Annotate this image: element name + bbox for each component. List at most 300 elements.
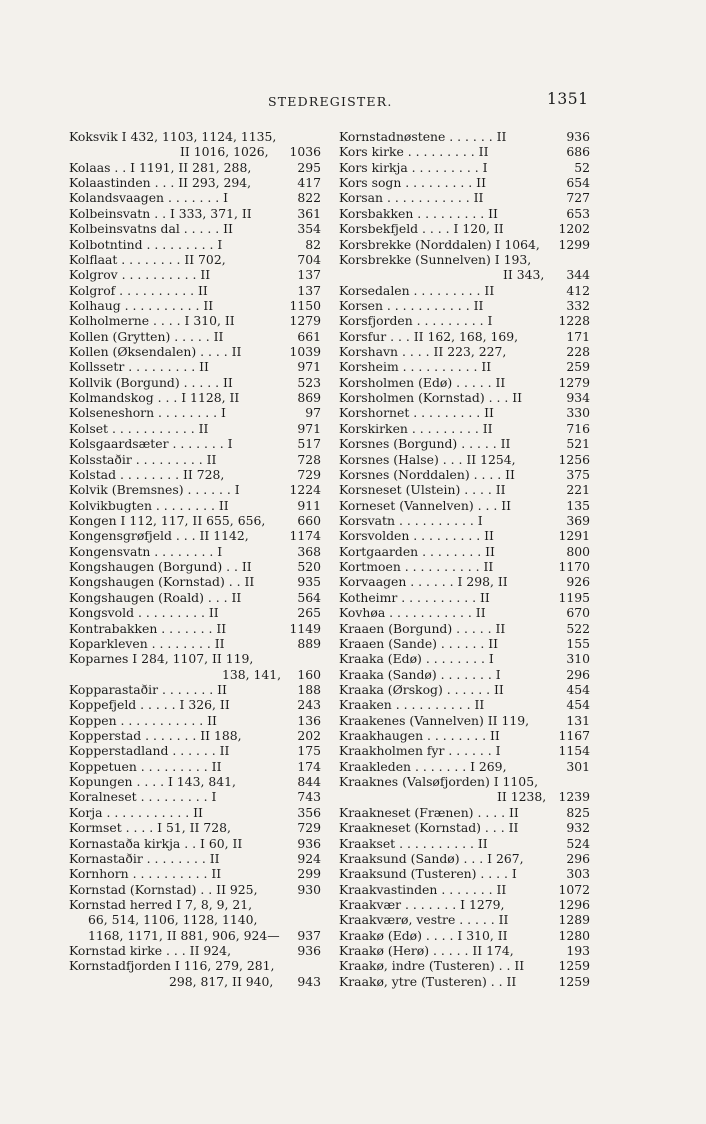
entry-text: Kraaka (Sandø) . . . . . . . I [339, 666, 501, 682]
index-entry [339, 713, 590, 728]
entry-page-number: 520 [297, 559, 321, 575]
entry-text: Koppefjeld . . . . . I 326, II [69, 697, 230, 713]
index-entry [69, 574, 321, 589]
entry-page-number: 654 [566, 175, 590, 191]
index-entry [339, 851, 590, 866]
page-number: 1351 [547, 90, 589, 108]
entry-text: Kolbotntind . . . . . . . . . I [69, 236, 223, 252]
index-entry [339, 621, 590, 636]
entry-page-number: 375 [566, 466, 590, 482]
index-entry [69, 160, 321, 175]
entry-text: Korsedalen . . . . . . . . . II [339, 282, 495, 298]
entry-text: Kraaksund (Sandø) . . . I 267, [339, 850, 524, 866]
index-entry [339, 160, 590, 175]
entry-text: Kongensgrøfjeld . . . II 1142, [69, 528, 249, 544]
entry-text: Kraakø (Herø) . . . . . II 174, [339, 943, 514, 959]
entry-page-number: 844 [297, 774, 321, 790]
entry-page-number: 171 [566, 328, 590, 344]
entry-text: Kraakset . . . . . . . . . . II [339, 835, 488, 851]
index-entry [339, 974, 590, 989]
index-entry [339, 805, 590, 820]
entry-text: Kolflaat . . . . . . . . II 702, [69, 251, 226, 267]
index-entry [339, 636, 590, 651]
entry-page-number: 670 [566, 605, 590, 621]
entry-text: Korsheim . . . . . . . . . . II [339, 359, 492, 375]
index-entry [339, 344, 590, 359]
index-entry [69, 544, 321, 559]
index-entry [339, 943, 590, 958]
entry-text: Kolholmerne . . . . I 310, II [69, 313, 235, 329]
index-entry [339, 728, 590, 743]
entry-page-number: 417 [297, 175, 321, 191]
index-entry [69, 452, 321, 467]
entry-page-number: 889 [297, 635, 321, 651]
index-entry [69, 436, 321, 451]
entry-text: Kolstad . . . . . . . . II 728, [69, 466, 225, 482]
entry-text: Kraaen (Borgund) . . . . . II [339, 620, 506, 636]
index-entry [69, 590, 321, 605]
index-entry [69, 267, 321, 282]
index-entry [69, 774, 321, 789]
entry-text: II 1238, [497, 789, 547, 805]
index-entry [339, 129, 590, 144]
entry-page-number: 728 [297, 451, 321, 467]
index-entry [339, 820, 590, 835]
entry-text: Korsan . . . . . . . . . . . II [339, 190, 484, 206]
entry-text: Kotheimr . . . . . . . . . . II [339, 589, 490, 605]
entry-page-number: 943 [297, 973, 321, 989]
entry-text: Kollssetr . . . . . . . . . II [69, 359, 209, 375]
entry-page-number: 193 [566, 943, 590, 959]
index-entry [339, 774, 590, 789]
index-entry [69, 605, 321, 620]
entry-text: Kopparastaðir . . . . . . . II [69, 681, 227, 697]
index-entry [339, 221, 590, 236]
entry-page-number: 800 [566, 543, 590, 559]
entry-text: Kolbeinsvatns dal . . . . . II [69, 221, 233, 237]
entry-page-number: 729 [297, 466, 321, 482]
entry-page-number: 368 [297, 543, 321, 559]
entry-page-number: 135 [566, 497, 590, 513]
index-column-right [339, 129, 590, 989]
entry-page-number: 661 [297, 328, 321, 344]
index-entry [69, 836, 321, 851]
index-entry [69, 713, 321, 728]
entry-page-number: 1259 [558, 958, 590, 974]
entry-text: Kongshaugen (Borgund) . . II [69, 559, 252, 575]
entry-page-number: 564 [297, 589, 321, 605]
entry-text: Kollen (Øksendalen) . . . . II [69, 344, 242, 360]
entry-page-number: 202 [297, 728, 321, 744]
entry-page-number: 1228 [558, 313, 590, 329]
index-entry [69, 759, 321, 774]
entry-text: Kolgrof . . . . . . . . . . II [69, 282, 208, 298]
entry-page-number: 454 [566, 697, 590, 713]
entry-page-number: 1170 [558, 559, 590, 575]
index-entry [69, 375, 321, 390]
entry-text: Kraaken . . . . . . . . . . II [339, 697, 485, 713]
entry-text: Kraaknes (Valsøfjorden) I 1105, [339, 774, 539, 790]
entry-page-number: 243 [297, 697, 321, 713]
entry-page-number: 727 [566, 190, 590, 206]
index-entry-continuation [339, 789, 590, 804]
entry-text: Koralneset . . . . . . . . . I [69, 789, 217, 805]
index-entry [69, 636, 321, 651]
entry-text: Koppetuen . . . . . . . . . II [69, 758, 222, 774]
entry-page-number: 131 [566, 712, 590, 728]
index-entry [69, 252, 321, 267]
index-entry [69, 559, 321, 574]
entry-text: 1168, 1171, II 881, 906, 924— [88, 927, 280, 943]
entry-text: Kongen I 112, 117, II 655, 656, [69, 512, 266, 528]
entry-page-number: 136 [297, 712, 321, 728]
index-entry [69, 882, 321, 897]
index-entry [339, 928, 590, 943]
index-entry [69, 175, 321, 190]
entry-page-number: 934 [566, 390, 590, 406]
index-entry [339, 528, 590, 543]
entry-page-number: 97 [305, 405, 321, 421]
index-entry [339, 498, 590, 513]
entry-page-number: 1280 [558, 927, 590, 943]
entry-text: Kollvik (Borgund) . . . . . II [69, 374, 233, 390]
index-entry [339, 574, 590, 589]
entry-page-number: 295 [297, 159, 321, 175]
entry-text: Kornstad kirke . . . II 924, [69, 943, 232, 959]
index-entry [339, 667, 590, 682]
index-entry [69, 313, 321, 328]
index-entry [339, 482, 590, 497]
entry-page-number: 524 [566, 835, 590, 851]
entry-text: Kraakenes (Vannelven) II 119, [339, 712, 530, 728]
page-header [0, 88, 706, 112]
entry-page-number: 936 [297, 835, 321, 851]
entry-text: Kraakhaugen . . . . . . . . II [339, 728, 500, 744]
entry-text: Kornhorn . . . . . . . . . . II [69, 866, 222, 882]
entry-text: Kraakholmen fyr . . . . . . I [339, 743, 501, 759]
index-entry [69, 897, 321, 912]
index-entry [339, 405, 590, 420]
index-entry [69, 359, 321, 374]
index-entry-continuation [69, 912, 321, 927]
entry-text: Kornastaða kirkja . . I 60, II [69, 835, 243, 851]
entry-text: Kortgaarden . . . . . . . . II [339, 543, 495, 559]
entry-text: Koparnes I 284, 1107, II 119, [69, 651, 254, 667]
entry-page-number: 932 [566, 820, 590, 836]
index-entry [69, 743, 321, 758]
entry-page-number: 936 [297, 943, 321, 959]
index-entry [69, 958, 321, 973]
entry-page-number: 299 [297, 866, 321, 882]
entry-text: Kraaka (Edø) . . . . . . . . I [339, 651, 494, 667]
entry-page-number: 1279 [558, 374, 590, 390]
entry-text: Kors kirke . . . . . . . . . II [339, 144, 489, 160]
entry-page-number: 743 [297, 789, 321, 805]
index-entry [339, 559, 590, 574]
entry-text: Kornstadnøstene . . . . . . II [339, 129, 507, 144]
entry-page-number: 296 [566, 666, 590, 682]
entry-page-number: 330 [566, 405, 590, 421]
entry-page-number: 729 [297, 820, 321, 836]
index-entry [339, 605, 590, 620]
index-entry [339, 436, 590, 451]
entry-page-number: 137 [297, 282, 321, 298]
index-entry [69, 866, 321, 881]
index-entry [69, 498, 321, 513]
entry-text: Kraaka (Ørskog) . . . . . . II [339, 681, 504, 697]
entry-text: Korsbrekke (Sunnelven) I 193, [339, 251, 532, 267]
entry-text: Kraakø, ytre (Tusteren) . . II [339, 973, 517, 989]
index-entry [339, 175, 590, 190]
entry-text: Korshornet . . . . . . . . . II [339, 405, 494, 421]
entry-text: Kolandsvaagen . . . . . . . I [69, 190, 228, 206]
entry-text: Kornstad herred I 7, 8, 9, 21, [69, 896, 253, 912]
index-entry [69, 467, 321, 482]
entry-page-number: 356 [297, 804, 321, 820]
entry-text: Kolset . . . . . . . . . . . II [69, 420, 209, 436]
entry-page-number: 911 [297, 497, 321, 513]
entry-page-number: 303 [566, 866, 590, 882]
entry-text: Kongshaugen (Roald) . . . II [69, 589, 242, 605]
index-entry-continuation [69, 928, 321, 943]
entry-page-number: 221 [566, 482, 590, 498]
entry-text: Koksvik I 432, 1103, 1124, 1135, [69, 129, 277, 144]
entry-text: Kopperstadland . . . . . . II [69, 743, 230, 759]
index-entry [339, 897, 590, 912]
index-entry [339, 544, 590, 559]
entry-page-number: 971 [297, 359, 321, 375]
entry-text: Kraakvastinden . . . . . . . II [339, 881, 507, 897]
entry-page-number: 937 [297, 927, 321, 943]
entry-text: Korsnes (Borgund) . . . . . II [339, 436, 511, 452]
entry-page-number: 175 [297, 743, 321, 759]
index-entry [339, 513, 590, 528]
entry-text: Koparkleven . . . . . . . . II [69, 635, 225, 651]
entry-page-number: 82 [305, 236, 321, 252]
entry-page-number: 155 [566, 635, 590, 651]
index-entry [69, 421, 321, 436]
entry-page-number: 259 [566, 359, 590, 375]
entry-text: Korsnes (Halse) . . . II 1254, [339, 451, 516, 467]
entry-text: Kors kirkja . . . . . . . . . I [339, 159, 488, 175]
entry-text: Koppen . . . . . . . . . . . II [69, 712, 217, 728]
index-entry [69, 329, 321, 344]
entry-text: Korshavn . . . . II 223, 227, [339, 344, 507, 360]
entry-page-number: 822 [297, 190, 321, 206]
entry-text: Kraaen (Sande) . . . . . . II [339, 635, 498, 651]
entry-text: Korsvolden . . . . . . . . . II [339, 528, 494, 544]
entry-text: Korsneset (Ulstein) . . . . II [339, 482, 506, 498]
entry-page-number: 1174 [289, 528, 321, 544]
entry-text: Kolsstaðir . . . . . . . . . II [69, 451, 217, 467]
entry-page-number: 521 [566, 436, 590, 452]
entry-page-number: 1289 [558, 912, 590, 928]
entry-text: Korsbrekke (Norddalen) I 1064, [339, 236, 540, 252]
index-entry [339, 866, 590, 881]
entry-text: Kolbeinsvatn . . I 333, 371, II [69, 205, 252, 221]
entry-page-number: 1036 [289, 144, 321, 160]
entry-page-number: 160 [297, 666, 321, 682]
entry-text: Kraaksund (Tusteren) . . . . I [339, 866, 517, 882]
index-entry [69, 682, 321, 697]
entry-text: Korsbakken . . . . . . . . . II [339, 205, 498, 221]
entry-page-number: 825 [566, 804, 590, 820]
entry-text: Kolseneshorn . . . . . . . . I [69, 405, 226, 421]
entry-text: Kopungen . . . . I 143, 841, [69, 774, 236, 790]
index-entry [339, 298, 590, 313]
entry-page-number: 310 [566, 651, 590, 667]
index-entry [69, 513, 321, 528]
entry-page-number: 1279 [289, 313, 321, 329]
entry-text: Kraakværø, vestre . . . . . II [339, 912, 509, 928]
entry-text: Kollen (Grytten) . . . . . II [69, 328, 224, 344]
index-entry [339, 237, 590, 252]
entry-text: Kolsgaardsæter . . . . . . . I [69, 436, 233, 452]
index-entry [339, 743, 590, 758]
index-entry [339, 836, 590, 851]
index-entry [69, 789, 321, 804]
entry-text: Korja . . . . . . . . . . . II [69, 804, 203, 820]
entry-page-number: 936 [566, 129, 590, 144]
entry-text: Korskirken . . . . . . . . . II [339, 420, 493, 436]
entry-page-number: 188 [297, 681, 321, 697]
entry-page-number: 412 [566, 282, 590, 298]
index-entry [339, 651, 590, 666]
index-entry [339, 283, 590, 298]
index-entry [339, 682, 590, 697]
entry-text: Kraakneset (Frænen) . . . . II [339, 804, 519, 820]
index-entry [69, 390, 321, 405]
entry-page-number: 174 [297, 758, 321, 774]
entry-page-number: 660 [297, 512, 321, 528]
entry-text: Kongshaugen (Kornstad) . . II [69, 574, 255, 590]
index-entry [69, 820, 321, 835]
entry-text: Kolaastinden . . . II 293, 294, [69, 175, 252, 191]
index-entry-continuation [69, 667, 321, 682]
index-column-left [69, 129, 321, 989]
index-entry [339, 206, 590, 221]
index-entry [69, 405, 321, 420]
entry-page-number: 265 [297, 605, 321, 621]
index-entry [69, 283, 321, 298]
index-entry [69, 237, 321, 252]
index-entry [339, 912, 590, 927]
entry-page-number: 1296 [558, 896, 590, 912]
index-entry [69, 805, 321, 820]
entry-text: Kolaas . . I 1191, II 281, 288, [69, 159, 252, 175]
entry-page-number: 1150 [289, 297, 321, 313]
entry-page-number: 924 [297, 850, 321, 866]
index-entry [339, 390, 590, 405]
entry-text: Korsen . . . . . . . . . . . II [339, 297, 484, 313]
entry-text: Kontrabakken . . . . . . . II [69, 620, 227, 636]
entry-text: Kovhøa . . . . . . . . . . . II [339, 605, 486, 621]
entry-text: 298, 817, II 940, [169, 973, 274, 989]
index-entry [69, 190, 321, 205]
entry-text: Kraakleden . . . . . . . I 269, [339, 758, 507, 774]
entry-page-number: 971 [297, 420, 321, 436]
index-entry [339, 313, 590, 328]
entry-text: Korsnes (Norddalen) . . . . II [339, 466, 515, 482]
entry-page-number: 517 [297, 436, 321, 452]
entry-text: II 1016, 1026, [180, 144, 269, 160]
entry-page-number: 1195 [558, 589, 590, 605]
index-entry [69, 344, 321, 359]
entry-page-number: 332 [566, 297, 590, 313]
index-entry [69, 943, 321, 958]
index-entry [339, 329, 590, 344]
entry-page-number: 354 [297, 221, 321, 237]
entry-page-number: 52 [574, 159, 590, 175]
entry-page-number: 369 [566, 512, 590, 528]
entry-page-number: 228 [566, 344, 590, 360]
entry-page-number: 344 [566, 267, 590, 283]
entry-text: Korsvatn . . . . . . . . . . I [339, 512, 483, 528]
index-entry [339, 958, 590, 973]
index-entry-continuation [69, 974, 321, 989]
index-entry-continuation [69, 144, 321, 159]
entry-page-number: 686 [566, 144, 590, 160]
index-entry [339, 421, 590, 436]
index-entry [339, 452, 590, 467]
entry-page-number: 523 [297, 374, 321, 390]
index-entry [339, 882, 590, 897]
index-entry [69, 851, 321, 866]
entry-text: Kortmoen . . . . . . . . . . II [339, 559, 494, 575]
index-entry [69, 728, 321, 743]
entry-text: Kraakø, indre (Tusteren) . . II [339, 958, 525, 974]
entry-text: 66, 514, 1106, 1128, 1140, [88, 912, 258, 928]
entry-page-number: 1239 [558, 789, 590, 805]
entry-page-number: 1224 [289, 482, 321, 498]
index-entry-continuation [339, 267, 590, 282]
entry-page-number: 926 [566, 574, 590, 590]
entry-text: Kormset . . . . I 51, II 728, [69, 820, 231, 836]
entry-page-number: 301 [566, 758, 590, 774]
entry-text: Kors sogn . . . . . . . . . II [339, 175, 486, 191]
entry-page-number: 1299 [558, 236, 590, 252]
entry-text: Kornastaðir . . . . . . . . II [69, 850, 220, 866]
entry-text: Korneset (Vannelven) . . . II [339, 497, 512, 513]
index-entry [339, 375, 590, 390]
index-entry [339, 144, 590, 159]
index-entry [69, 697, 321, 712]
entry-text: 138, 141, [222, 666, 282, 682]
entry-text: Kongensvatn . . . . . . . . I [69, 543, 223, 559]
entry-page-number: 1149 [289, 620, 321, 636]
index-entry [339, 359, 590, 374]
index-entry [69, 528, 321, 543]
entry-page-number: 1039 [289, 344, 321, 360]
entry-text: Kraakneset (Kornstad) . . . II [339, 820, 519, 836]
entry-text: Kolmandskog . . . I 1128, II [69, 390, 240, 406]
entry-text: II 343, [503, 267, 545, 283]
index-entry [339, 252, 590, 267]
entry-page-number: 1154 [558, 743, 590, 759]
entry-page-number: 869 [297, 390, 321, 406]
index-entry [69, 206, 321, 221]
entry-text: Kongsvold . . . . . . . . . II [69, 605, 219, 621]
entry-page-number: 137 [297, 267, 321, 283]
index-entry [339, 590, 590, 605]
index-entry [339, 759, 590, 774]
entry-text: Kraakvær . . . . . . . I 1279, [339, 896, 505, 912]
index-entry [69, 482, 321, 497]
index-entry [69, 221, 321, 236]
entry-text: Kraakø (Edø) . . . . I 310, II [339, 927, 508, 943]
entry-text: Korsholmen (Edø) . . . . . II [339, 374, 506, 390]
entry-page-number: 1202 [558, 221, 590, 237]
